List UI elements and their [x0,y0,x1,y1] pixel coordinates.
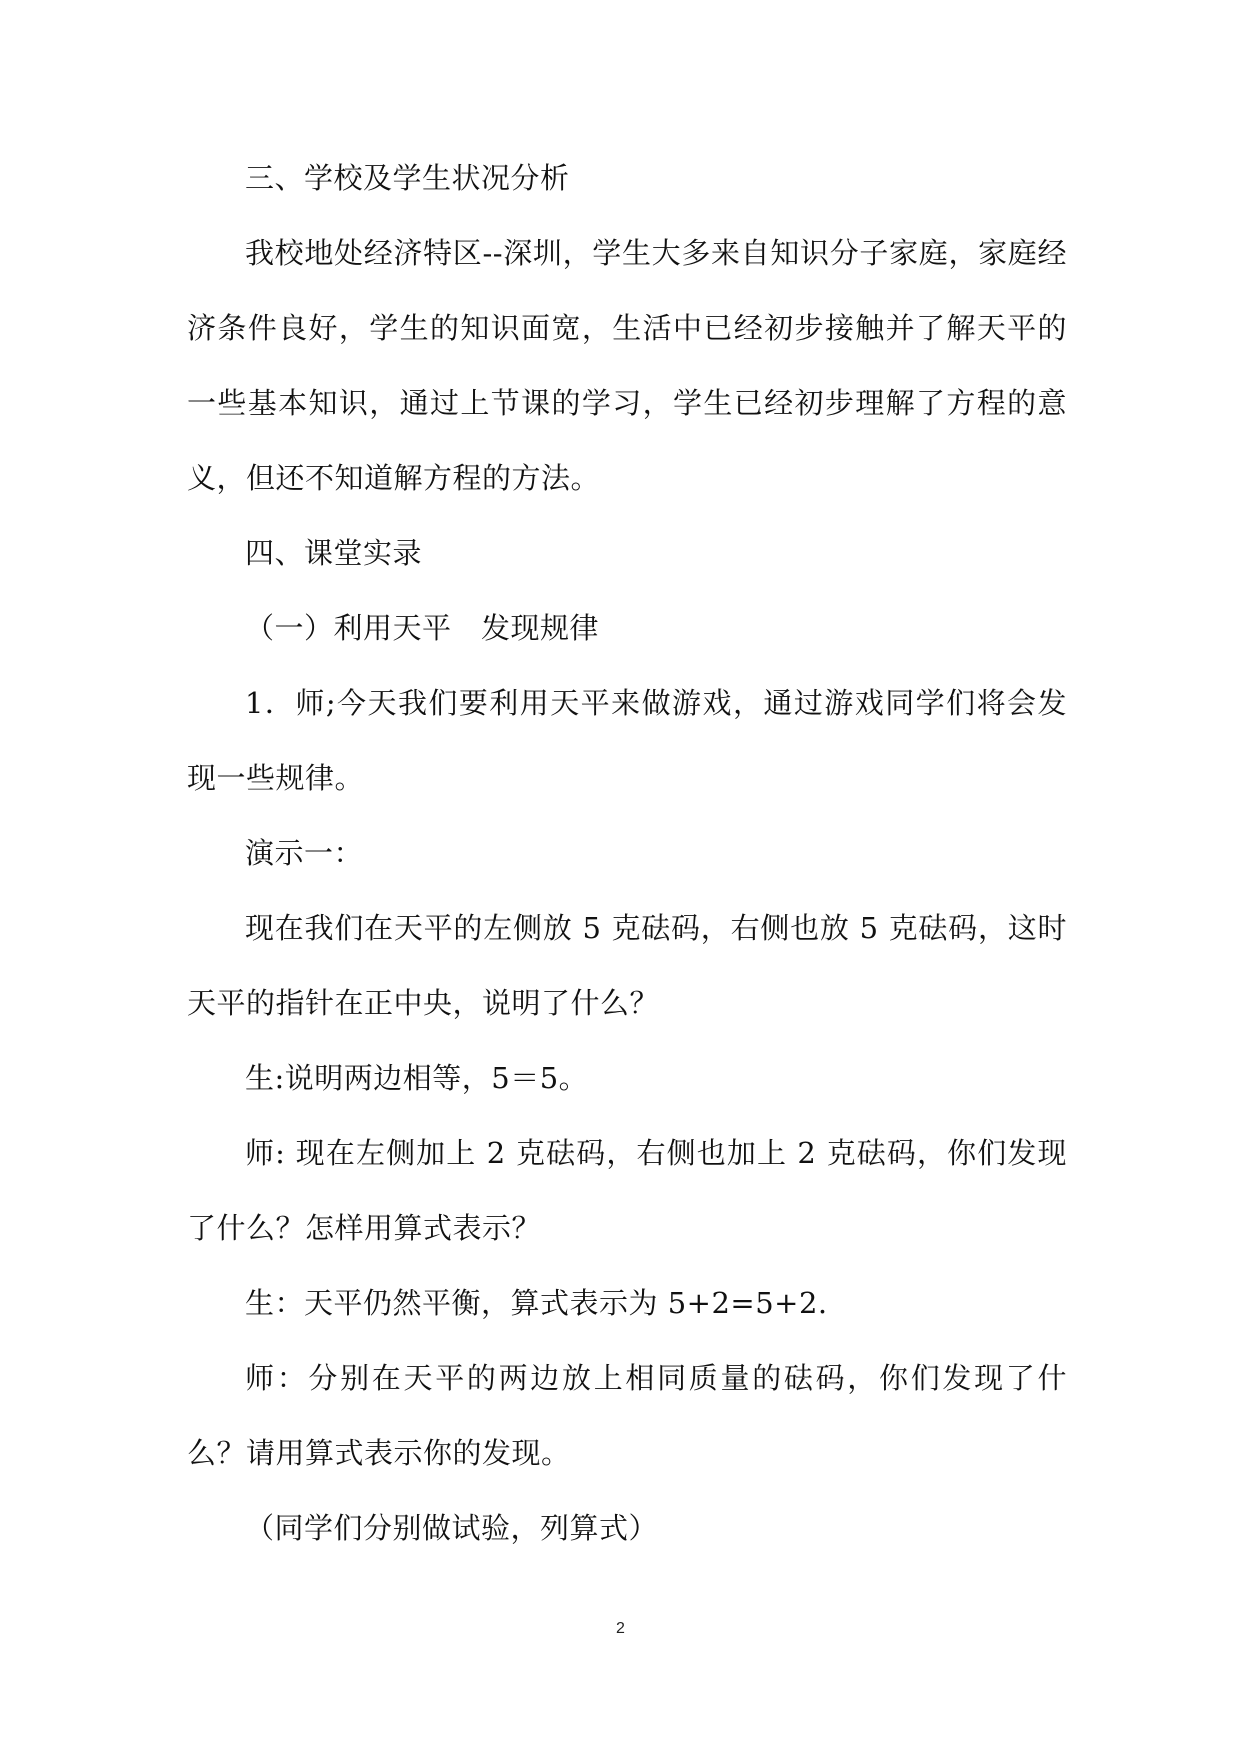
paragraph-school-description: 我校地处经济特区--深圳，学生大多来自知识分子家庭，家庭经济条件良好，学生的知识面宽，生活中已经初步接触并了解天平的一些基本知识，通过上节课的学习，学生已经初步理解了方程的意义，但还不知道解方程的方法。 [187,236,1067,495]
paragraph-demo-setup: 现在我们在天平的左侧放 5 克砝码，右侧也放 5 克砝码，这时天平的指针在正中央，说明了什么？ [187,911,1067,1020]
paragraph-student-answer-1: 生:说明两边相等，5＝5。 [245,1061,589,1095]
paragraph-student-answer-2: 生：天平仍然平衡，算式表示为 5+2=5+2. [245,1286,828,1320]
document-body [187,141,1067,1566]
section-heading-classroom-record: 四、课堂实录 [245,536,423,570]
paragraph-teacher-question-3: 师：分别在天平的两边放上相同质量的砝码，你们发现了什么？请用算式表示你的发现。 [187,1361,1067,1470]
page-number: 2 [616,1620,625,1637]
paragraph-student-activity: （同学们分别做试验，列算式） [245,1511,659,1545]
paragraph-teacher-intro: 1．师;今天我们要利用天平来做游戏，通过游戏同学们将会发现一些规律。 [187,686,1067,795]
paragraph-teacher-question-2: 师: 现在左侧加上 2 克砝码，右侧也加上 2 克砝码，你们发现了什么？怎样用算式表示？ [187,1136,1067,1245]
subsection-heading-balance: （一）利用天平 发现规律 [245,611,600,645]
section-heading-school-analysis: 三、学校及学生状况分析 [245,161,570,195]
paragraph-demo-one: 演示一： [245,836,364,870]
